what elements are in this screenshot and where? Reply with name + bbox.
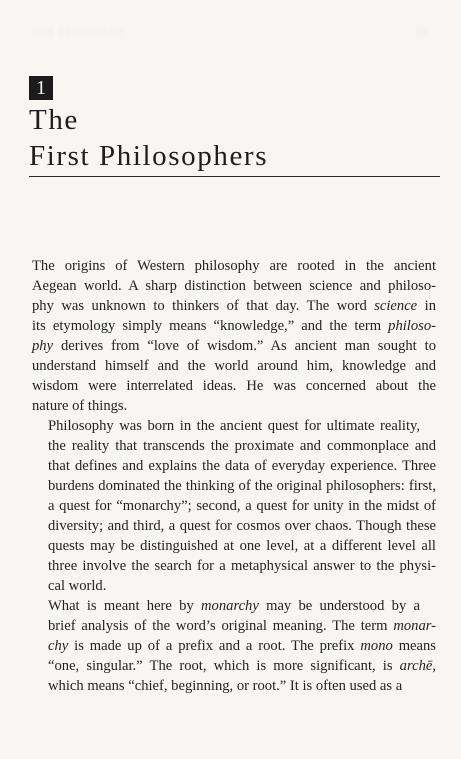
text-line: quests may be distinguished at one level, at a different level all bbox=[48, 538, 436, 554]
text-line: a quest for “monarchy”; second, a quest for unity in the midst of bbox=[48, 498, 436, 514]
chapter-title-line-1: The bbox=[29, 104, 79, 136]
paragraph bbox=[32, 256, 436, 416]
italic-term: mono bbox=[360, 638, 393, 654]
text-line: burdens dominated the thinking of the original philosophers: first, bbox=[48, 478, 436, 494]
text-line: that defines and explains the data of everyday experience. Three bbox=[48, 458, 436, 474]
text-line: “one, singular.” The root, which is more significant, is archē, bbox=[48, 658, 436, 674]
text-line: its etymology simply means “knowledge,” and the term philoso- bbox=[32, 318, 436, 334]
italic-term: monarchy bbox=[201, 598, 259, 614]
show-through-text: ░░░ ░░░░░░░░░ ░░ bbox=[32, 27, 429, 37]
italic-term: chy bbox=[48, 638, 69, 654]
text-line: wisdom were interrelated ideas. He was concerned about the bbox=[32, 378, 436, 394]
paragraph bbox=[32, 596, 436, 696]
text-line: Philosophy was born in the ancient quest for ultimate reality, bbox=[48, 418, 420, 434]
chapter-title bbox=[29, 102, 268, 174]
text-line: diversity; and third, a quest for cosmos over chaos. Though these bbox=[48, 518, 436, 534]
paragraph bbox=[32, 416, 436, 596]
text-line: brief analysis of the word’s original meaning. The term monar- bbox=[48, 618, 436, 634]
text-line: the reality that transcends the proximate and commonplace and bbox=[48, 438, 436, 454]
text-line: nature of things. bbox=[32, 398, 128, 414]
italic-term: archē bbox=[399, 658, 433, 674]
chapter-number: 1 bbox=[29, 76, 53, 100]
italic-term: monar- bbox=[393, 618, 436, 634]
text-line: The origins of Western philosophy are rooted in the ancient bbox=[32, 258, 436, 274]
text-line: three involve the search for a metaphysical answer to the physi- bbox=[48, 558, 436, 574]
text-line: phy derives from “love of wisdom.” As ancient man sought to bbox=[32, 338, 436, 354]
text-line: understand himself and the world around him, knowledge and bbox=[32, 358, 436, 374]
body-text bbox=[32, 256, 436, 696]
text-line: cal world. bbox=[48, 578, 107, 594]
title-divider bbox=[29, 176, 440, 177]
text-line: chy is made up of a prefix and a root. The prefix mono means bbox=[48, 638, 436, 654]
text-line: Aegean world. A sharp distinction between science and philoso- bbox=[32, 278, 436, 294]
italic-term: phy bbox=[32, 338, 54, 354]
chapter-title-line-2: First Philosophers bbox=[29, 140, 269, 172]
text-line: which means “chief, beginning, or root.” It is often used as a bbox=[48, 678, 403, 694]
text-line: phy was unknown to thinkers of that day. The word science in bbox=[32, 298, 436, 314]
italic-term: philoso- bbox=[388, 318, 436, 334]
italic-term: science bbox=[374, 298, 418, 314]
text-line: What is meant here by monarchy may be understood by a bbox=[48, 598, 420, 614]
